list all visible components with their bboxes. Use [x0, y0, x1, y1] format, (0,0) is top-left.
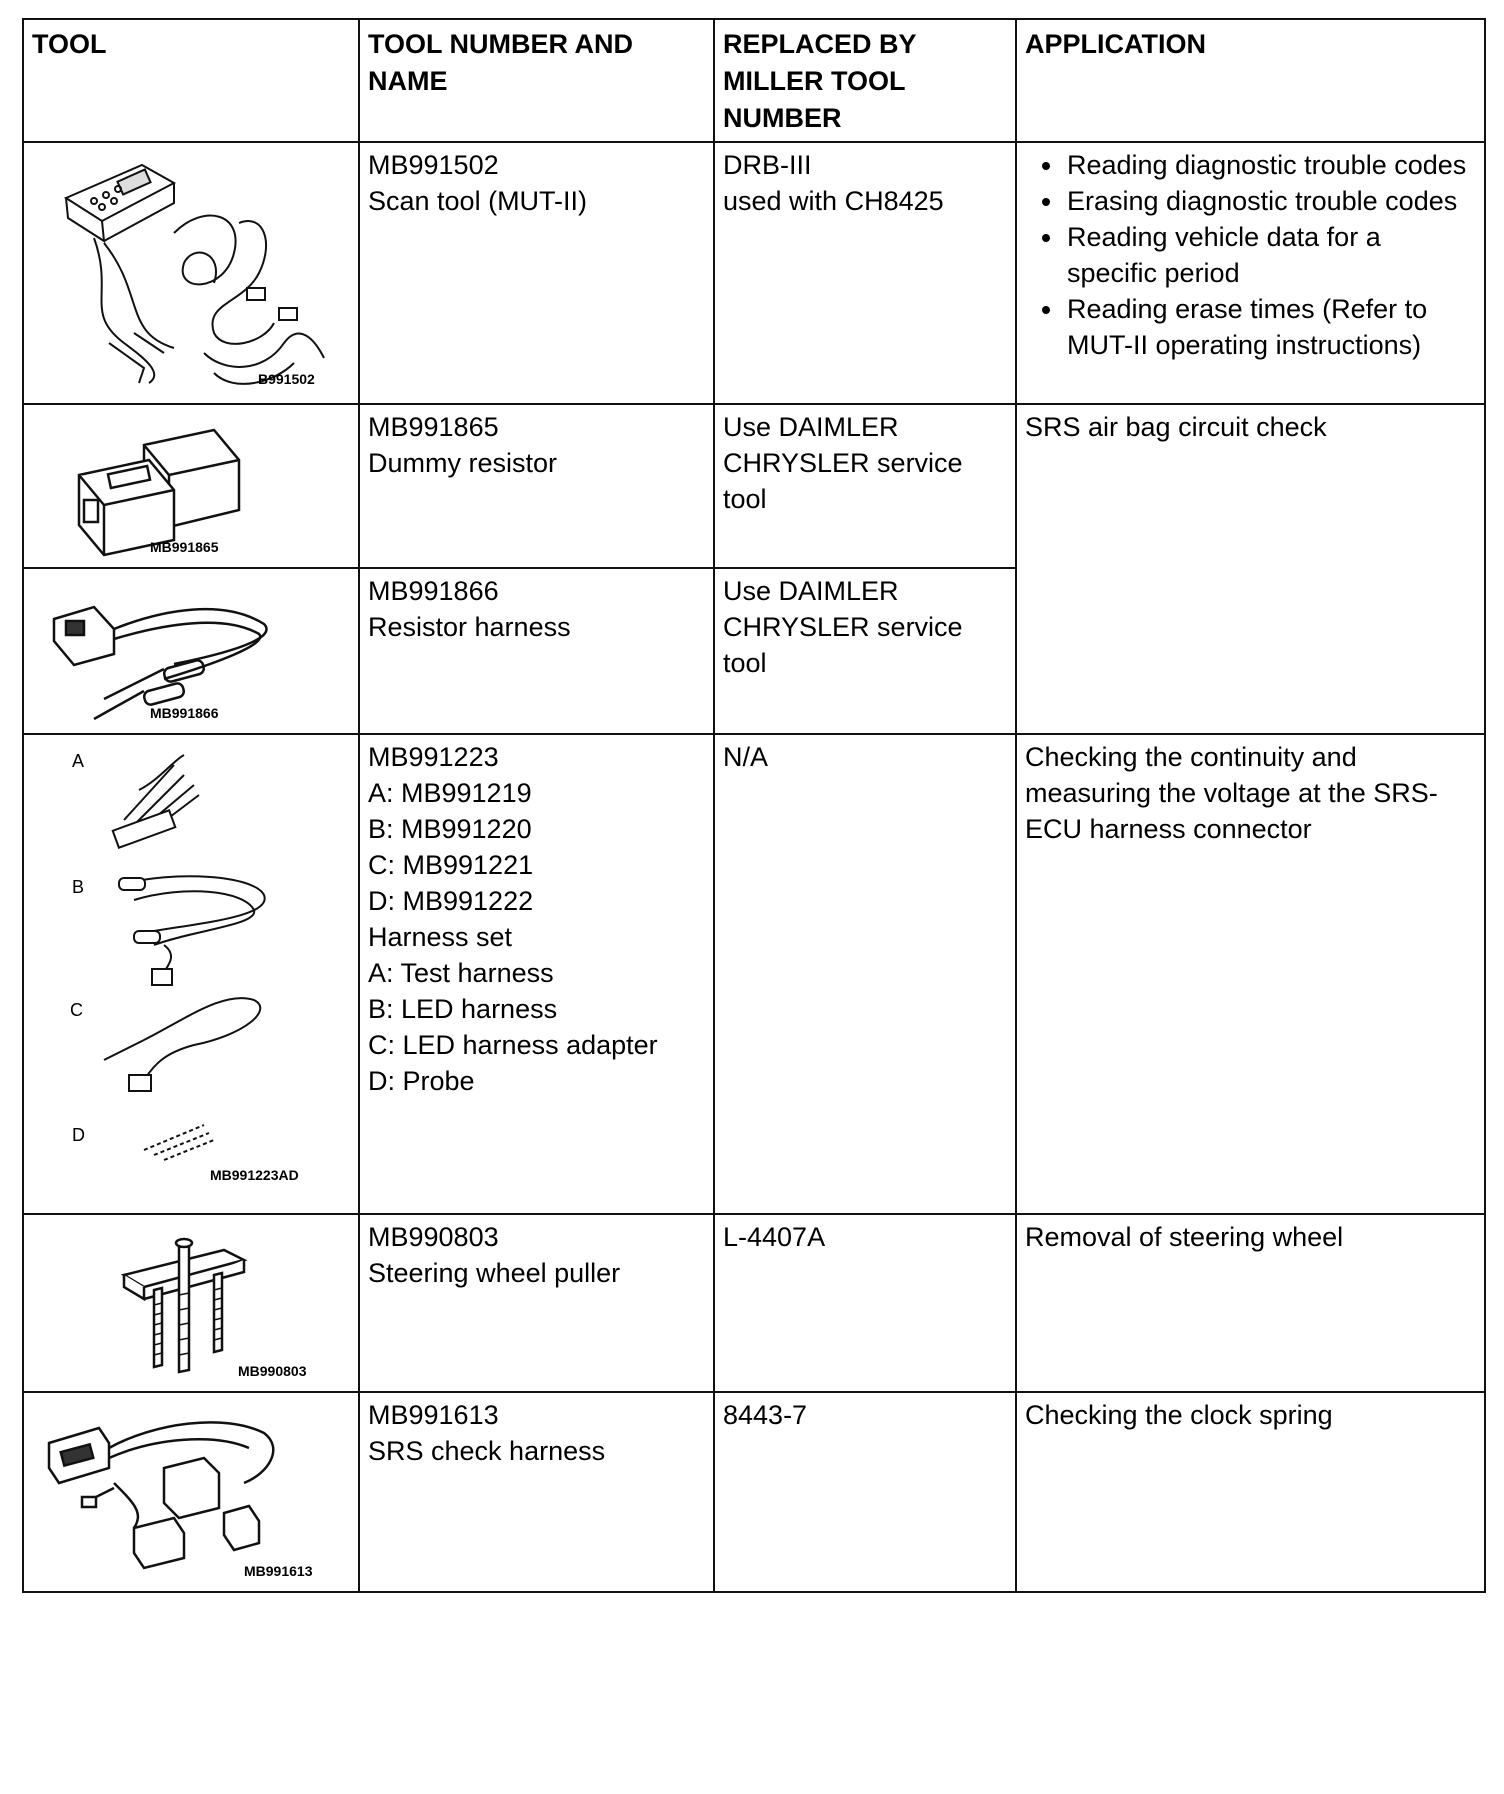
replacement-tool: DRB-III: [723, 150, 812, 180]
header-number-name: TOOL NUMBER AND NAME: [359, 19, 714, 142]
replaced-by-cell: Use DAIMLER CHRYSLER service tool: [714, 404, 1016, 568]
steering-wheel-puller-illustration: [24, 1215, 360, 1393]
table-row: [23, 142, 1485, 404]
image-label: MB990803: [238, 1363, 307, 1379]
tool-image-cell: [23, 1214, 359, 1392]
header-tool: TOOL: [23, 19, 359, 142]
tool-number-name-cell: [359, 1392, 714, 1592]
application-cell: [1016, 142, 1485, 404]
tool-number: MB991866: [368, 576, 499, 606]
tool-number: MB991865: [368, 412, 499, 442]
table-row: [23, 404, 1485, 568]
list-item: • Erasing diagnostic trouble codes: [1065, 183, 1476, 219]
tool-image-cell: [23, 568, 359, 734]
tool-name: Steering wheel puller: [368, 1258, 621, 1288]
tool-name: Dummy resistor: [368, 448, 558, 478]
tool-component-name: B: LED harness: [368, 994, 558, 1024]
tool-number: MB991613: [368, 1400, 499, 1430]
tool-component-name: D: Probe: [368, 1066, 475, 1096]
replaced-by-cell: N/A: [714, 734, 1016, 1214]
replaced-by-cell: 8443-7: [714, 1392, 1016, 1592]
header-replaced-by: REPLACED BY MILLER TOOL NUMBER: [714, 19, 1016, 142]
table-row: [23, 1214, 1485, 1392]
tool-component-name: C: LED harness adapter: [368, 1030, 658, 1060]
replaced-by-cell: [714, 142, 1016, 404]
tool-name: Harness set: [368, 922, 513, 952]
replacement-note: used with CH8425: [723, 186, 944, 216]
tool-number: MB991502: [368, 150, 499, 180]
list-item: • Reading erase times (Refer to MUT-II operating instructions): [1065, 291, 1476, 363]
tool-name: Scan tool (MUT-II): [368, 186, 588, 216]
image-label: MB991865: [150, 539, 219, 555]
replaced-by-cell: L-4407A: [714, 1214, 1016, 1392]
tool-component: B: MB991220: [368, 814, 532, 844]
scan-tool-illustration: [24, 143, 360, 405]
tool-number-name-cell: [359, 734, 714, 1214]
tool-number-name-cell: [359, 404, 714, 568]
image-letter-d: D: [72, 1125, 85, 1145]
application-cell: Checking the continuity and measuring the voltage at the SRS-ECU harness connector: [1016, 734, 1485, 1214]
application-list: [1025, 147, 1476, 363]
table-row: [23, 1392, 1485, 1592]
image-label: B991502: [258, 371, 315, 387]
image-label: MB991223AD: [210, 1167, 299, 1183]
table-row: [23, 734, 1485, 1214]
tool-number: MB990803: [368, 1222, 499, 1252]
special-tools-table: [22, 18, 1486, 1593]
image-letter-c: C: [70, 1000, 83, 1020]
application-cell: Removal of steering wheel: [1016, 1214, 1485, 1392]
image-letter-b: B: [72, 877, 85, 897]
tool-component: D: MB991222: [368, 886, 534, 916]
tool-image-cell: [23, 734, 359, 1214]
tool-name: SRS check harness: [368, 1436, 606, 1466]
replaced-by-cell: Use DAIMLER CHRYSLER service tool: [714, 568, 1016, 734]
tool-image-cell: [23, 142, 359, 404]
application-cell: Checking the clock spring: [1016, 1392, 1485, 1592]
tool-image-cell: [23, 1392, 359, 1592]
list-item: • Reading vehicle data for a specific period: [1065, 219, 1476, 291]
table-header-row: [23, 19, 1485, 142]
tool-number-name-cell: [359, 1214, 714, 1392]
tool-image-cell: [23, 404, 359, 568]
tool-component-name: A: Test harness: [368, 958, 554, 988]
tool-number-name-cell: [359, 142, 714, 404]
application-cell: SRS air bag circuit check: [1016, 404, 1485, 734]
image-label: MB991613: [244, 1563, 313, 1579]
tool-component: A: MB991219: [368, 778, 532, 808]
image-label: MB991866: [150, 705, 219, 721]
header-application: APPLICATION: [1016, 19, 1485, 142]
list-item: • Reading diagnostic trouble codes: [1065, 147, 1476, 183]
tool-number-name-cell: [359, 568, 714, 734]
tool-name: Resistor harness: [368, 612, 571, 642]
tool-component: C: MB991221: [368, 850, 534, 880]
tool-number: MB991223: [368, 742, 499, 772]
image-letter-a: A: [72, 751, 85, 771]
